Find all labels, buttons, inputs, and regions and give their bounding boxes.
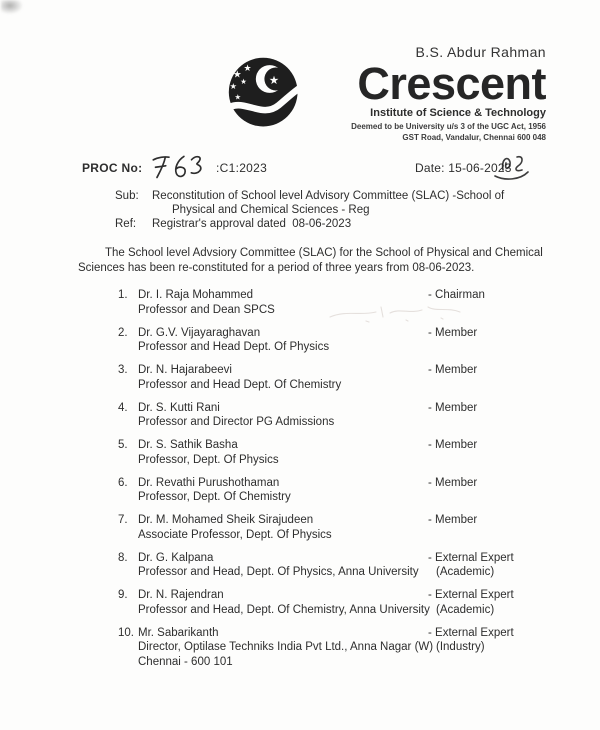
svg-text:★: ★ <box>234 92 242 102</box>
member-name: Dr. Revathi Purushothaman <box>138 476 280 489</box>
member-number: 2. <box>118 326 128 339</box>
member-number: 9. <box>118 589 128 601</box>
member-number: 10. <box>118 626 134 639</box>
svg-text:★: ★ <box>229 80 237 91</box>
member-number: 7. <box>118 514 128 526</box>
member-name: Dr. N. Rajendran <box>138 589 224 601</box>
member-row-8 <box>118 551 568 580</box>
member-name: Mr. Sabarikanth <box>138 626 219 639</box>
member-title: Professor and Dean SPCS <box>138 303 275 316</box>
member-role-line1: - Member <box>428 514 478 526</box>
member-role-line1: - External Expert <box>428 626 514 639</box>
date-value: 15-06-2023 <box>448 161 512 175</box>
member-role <box>428 326 558 341</box>
member-name: Dr. I. Raja Mohammed <box>138 289 254 301</box>
member-row-10 <box>118 626 568 670</box>
member-role-line2: (Academic) <box>436 566 495 578</box>
member-name: Dr. S. Sathik Basha <box>138 439 238 451</box>
member-role-line1: - Member <box>428 401 478 414</box>
scan-corner-smudge <box>1 0 23 14</box>
member-number: 1. <box>118 289 128 301</box>
address-line: GST Road, Vandalur, Chennai 600 048 <box>402 132 546 142</box>
proc-number-handwritten <box>149 150 207 188</box>
institute-name: Institute of Science & Technology <box>370 107 546 119</box>
member-row-6 <box>118 476 568 505</box>
member-role-line1: - Member <box>428 439 478 451</box>
member-title: Professor, Dept. Of Physics <box>138 453 279 466</box>
founder-name: B.S. Abdur Rahman <box>415 44 546 60</box>
letterhead <box>228 44 546 145</box>
member-role <box>428 551 558 580</box>
member-row-2 <box>118 326 568 355</box>
member-name: Dr. S. Kutti Rani <box>138 401 220 414</box>
svg-text:★: ★ <box>240 76 247 86</box>
member-title-2: Chennai - 600 101 <box>138 655 233 668</box>
member-number: 4. <box>118 401 128 414</box>
member-number: 6. <box>118 476 128 489</box>
subject-line2: Physical and Chemical Sciences - Reg <box>172 204 370 216</box>
brand-wordmark: Crescent <box>357 58 546 109</box>
member-role <box>428 288 558 303</box>
member-role-line1: - Member <box>428 364 478 376</box>
proc-number-label: PROC No: <box>82 161 143 175</box>
crescent-moon-stars-logo <box>228 54 300 145</box>
member-title: Professor and Head, Dept. Of Physics, Anna University <box>138 566 419 578</box>
body-paragraph-line2: Sciences has been re-constituted for a period of three years from 08-06-2023. <box>78 262 475 274</box>
member-number: 3. <box>118 364 128 376</box>
member-role-line2: (Academic) <box>436 603 495 616</box>
member-role <box>428 363 558 378</box>
member-role <box>428 626 558 655</box>
member-title: Professor and Head Dept. Of Chemistry <box>138 378 342 391</box>
date-label: Date: <box>415 161 445 175</box>
member-role <box>428 401 558 416</box>
member-name: Dr. G.V. Vijayaraghavan <box>138 326 261 339</box>
member-role <box>428 588 558 617</box>
meta-line <box>82 156 562 190</box>
member-title: Professor, Dept. Of Chemistry <box>138 491 291 503</box>
member-title: Professor and Director PG Admissions <box>138 416 335 428</box>
reference-text: Registrar's approval dated 08-06-2023 <box>152 218 352 230</box>
subject-block <box>115 189 504 231</box>
member-role <box>428 438 558 453</box>
committee-members-list <box>118 288 568 678</box>
member-role-line1: - External Expert <box>428 589 514 601</box>
member-name: Dr. G. Kalpana <box>138 551 214 564</box>
member-role <box>428 513 558 528</box>
svg-text:★: ★ <box>268 72 280 87</box>
body-paragraph-line1: The School level Advsiory Committee (SLAC) for the School of Physical and Chemical <box>105 247 543 259</box>
subject-line1: Reconstitution of School level Advisory Committee (SLAC) -School of <box>152 190 505 202</box>
member-name: Dr. N. Hajarabeevi <box>138 364 232 376</box>
member-row-3 <box>118 363 568 392</box>
member-title: Director, Optilase Techniks India Pvt Ltd., Anna Nagar (W) <box>138 641 434 653</box>
svg-text:★: ★ <box>232 69 242 81</box>
member-title: Professor and Head Dept. Of Physics <box>138 341 330 353</box>
body-paragraph <box>78 246 548 276</box>
member-number: 5. <box>118 439 128 451</box>
member-title: Professor and Head, Dept. Of Chemistry, Anna University <box>138 603 430 616</box>
member-role-line1: - External Expert <box>428 551 514 564</box>
member-row-7 <box>118 513 568 542</box>
proc-code: :C1:2023 <box>216 161 268 175</box>
member-role-line2: (Industry) <box>436 641 485 653</box>
member-name: Dr. M. Mohamed Sheik Sirajudeen <box>138 514 314 526</box>
member-row-9 <box>118 588 568 617</box>
member-role-line1: - Member <box>428 476 478 489</box>
svg-text:★: ★ <box>243 63 252 74</box>
pen-overwrite-scribble <box>493 148 537 187</box>
member-role-line1: - Chairman <box>428 289 485 301</box>
subject-label: Sub: <box>115 190 139 202</box>
member-number: 8. <box>118 551 128 564</box>
member-row-4 <box>118 401 568 430</box>
member-row-1 <box>118 288 568 317</box>
reference-label: Ref: <box>115 218 137 230</box>
member-title: Associate Professor, Dept. Of Physics <box>138 528 332 541</box>
deemed-university-line: Deemed to be University u/s 3 of the UGC Act, 1956 <box>351 122 546 131</box>
member-role-line1: - Member <box>428 326 478 339</box>
member-role <box>428 476 558 491</box>
member-row-5 <box>118 438 568 467</box>
